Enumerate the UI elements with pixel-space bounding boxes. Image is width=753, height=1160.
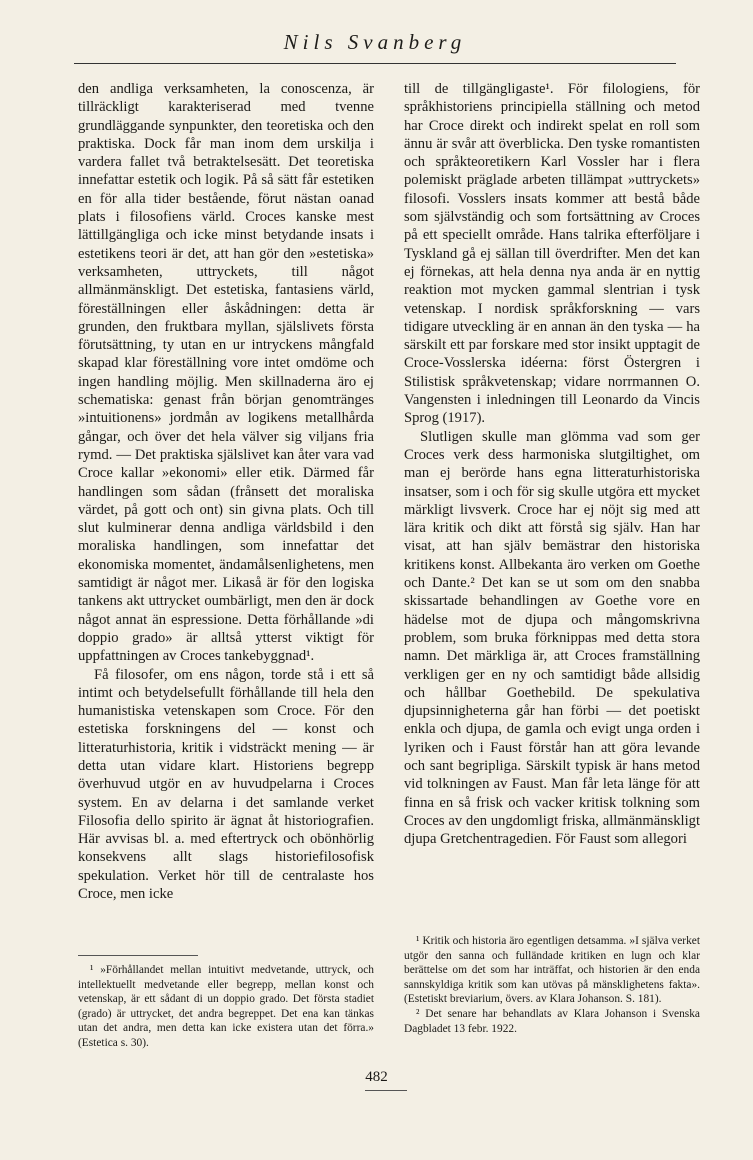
left-footnote-rule xyxy=(78,955,198,956)
left-footnotes xyxy=(78,963,374,1051)
left-paragraph-2: Få filosofer, om ens någon, torde stå i ett så intimt och betydelsefullt förhållande till hela den humanistiska vetenskapen som Croce. För den estetiska forskningens del — konst och litteraturhistoria, kritik i vidsträckt mening — är detta utan vidare klart. Historiens begrepp överhuvud utgör en av huvudpelarna i Croces system. En av delarna i det samlande verket Filosofia dello spirito är ägnat åt historiografien. Här avvisas bl. a. med eftertryck och obönhörlig konsekvens allt slags historiefilosofisk spekulation. Verket hör till de centralaste hos Croce, men icke xyxy=(78,666,374,903)
footnote-right-1: ¹ Kritik och historia äro egentligen detsamma. »I själva verket utgör den sanna och fulländade kritiken en lugn och klar berättelse om det som har inträffat, och historien är den enda sannskyldiga kritik som kan utövas på mänsklighetens fakta». (Estetiskt breviarium, övers. av Klara Johanson. S. 181). xyxy=(404,935,700,1006)
left-column xyxy=(78,80,374,903)
page-number: 482 xyxy=(365,1069,388,1085)
right-footnotes xyxy=(404,934,700,1036)
right-paragraph-1: till de tillgängligaste¹. För filologiens, för språkhistoriens principiella ställning och metod har Croce direkt och indirekt spelat en roll som ännu är svår att överblicka. Den tyske romantisten och språkteoretikern Karl Vossler har i flera polemiskt präglade arbeten tillämpat »uttryckets» filosofi. Vosslers insats kommer att bestå både som självständig och som fortsättning av Croces på ett speciellt område. Hans talrika efterföljare i Tyskland gå ej sällan till överdrifter. Men det kan ej förnekas, att hela denna nya anda är en nyttig reaktion mot mycken gammal slentrian i tysk vetenskap. I nordisk språkforskning — vars tidigare utveckling är en annan än den tyska — ha särskilt ett par forskare med stor insikt upptagit de Croce-Vosslerska idéerna: först Östergren i Stilistisk språkvetenskap; vidare norrmannen O. Vangensten i inledningen till Leonardo da Vincis Sprog (1917). xyxy=(404,81,700,427)
page-number-rule xyxy=(365,1090,407,1091)
footnote-right-2: ² Det senare har behandlats av Klara Johanson i Svenska Dagbladet 13 febr. 1922. xyxy=(404,1007,700,1035)
right-paragraph-2: Slutligen skulle man glömma vad som ger Croces verk dess harmoniska slutgiltighet, om man ej berörde hans egna litteraturhistoriska insatser, som i och för sig skulle utgöra ett mycket märkligt livsverk. Croce har ej nöjt sig med att lära kritik och dikt att förstå sig själv. Han har visat, att han själv bemästrar den historiska kritikens konst. Allbekanta äro verken om Goethe och Dante.² Det kan se ut som om den snabba skissartade behandlingen av Goethe vore en hädelse mot de djupa och mångomskrivna problem, som bruka förknippas med detta stora namn. Det märkliga är, att Croces framställning verkligen ger en ny och samtidigt både allsidig och hållbar Goethebild. De spekulativa djupsinnigheterna går han förbi — det poetiskt enkla och djupa, de gamla och evigt unga orden i lyriken och i Faust förstår han att göra levande och sant begripliga. Särskilt typisk är hans metod vid tolkningen av Faust. Man får leta länge för att finna en så frisk och vacker kritisk tolkning som Croces av den ungdomligt friska, allmänmänskligt djupa Gretchentragedien. För Faust som allegori xyxy=(404,428,700,848)
header-rule xyxy=(74,63,676,64)
footnote-left-1: ¹ »Förhållandet mellan intuitivt medvetande, uttryck, och intellektuellt medvetande eller begrepp, mellan konst och vetenskap, är ett sådant di un doppio grado. Det första stadiet (grado) är uttrycket, det andra begreppet. Det ena kan tänkas utan det andra, men detta kan icke existera utan det förra.» (Estetica s. 30). xyxy=(78,964,374,1049)
left-paragraph-1: den andliga verksamheten, la conoscenza, är tillräckligt karakteriserad med tvenne grundläggande synpunkter, den teoretiska och den praktiska. Dock får man inom dem urskilja i vardera fallet två betraktelsesätt. Det teoretiska innefattar estetik och logik. På så sätt får estetiken en för alla tider bestående, förut nästan oanad plats i filosofiens värld. Croces kanske mest lättillgängliga och icke minst betydande insats i estetikens teori är det, att han gör den »estetiska» verksamheten, uttryckets, till något allmänmänskligt. Det estetiska, fantasiens värld, föreställningen eller åskådningen: detta är grunden, den fruktbara myllan, själslivets första förutsättning, ty utan en ur intryckens mångfald skapad klar föreställning vore intet omdöme och ingen handling möjlig. Men skillnaderna äro ej schematiska: genast från början genomtränges »intuitionens» jordmån av logikens metallhårda gångar, och över det hela välver sig viljans fria rymd. — Det praktiska själslivet kan åter vara vad Croce kallar »ekonomi» eller etik. Därmed får handlingen som sådan (frånsett det moraliska värdet, på gott och ont) sin givna plats. Och till slut kulminerar denna andliga världsbild i den moraliska handlingen, som innefattar det ekonomiska momentet, ändamålsenlighetens, men samtidigt är något mer. Likaså är för den logiska tankens akt uttrycket oumbärligt, men den är dock något annat än espressione. Detta förhållande »di doppio grado» är alltså ytterst viktigt för uppfattningen av Croces tankebyggnad¹. xyxy=(78,81,374,665)
right-column xyxy=(404,80,700,848)
running-header: Nils Svanberg xyxy=(283,30,467,54)
